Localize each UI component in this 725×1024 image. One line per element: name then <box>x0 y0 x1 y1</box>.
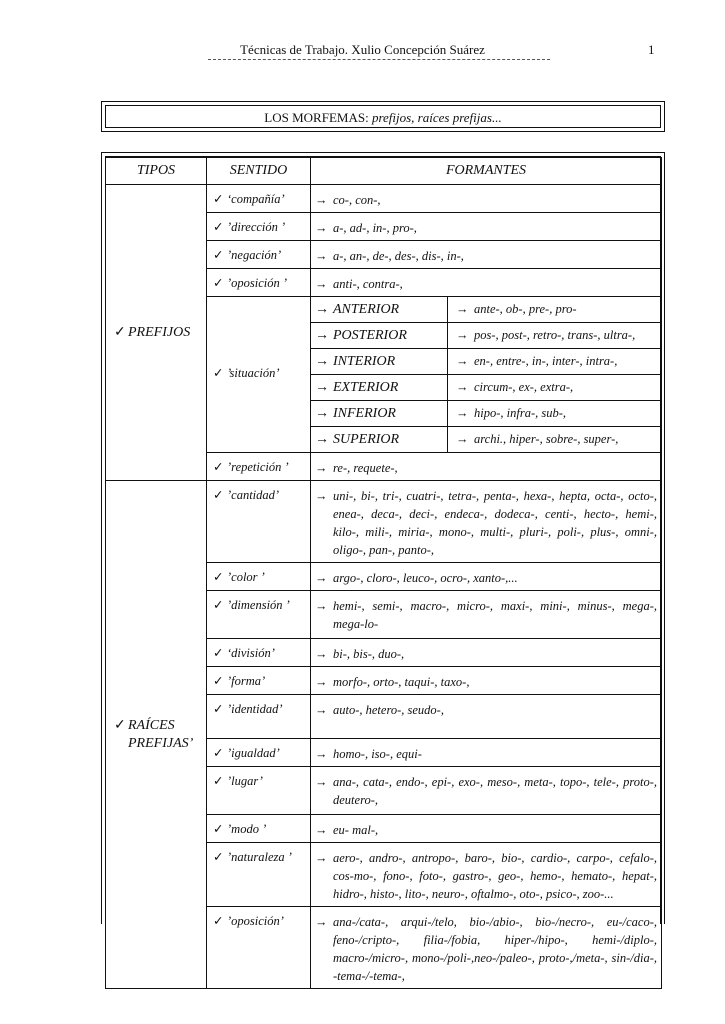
arrow-icon: → <box>456 432 469 446</box>
formantes-cell: ante-, ob-, pre-, pro- <box>474 302 577 316</box>
formantes-cell: ana-, cata-, endo-, epi-, exo-, meso-, meta-, topo-, tele-, proto-, deutero-, <box>333 775 658 807</box>
check-icon: ✓ <box>213 192 224 206</box>
arrow-icon: → <box>315 379 329 395</box>
arrow-icon: → <box>315 431 329 447</box>
position-label: EXTERIOR <box>333 379 399 395</box>
check-icon: ✓ <box>213 774 224 788</box>
check-icon: ✓ <box>114 717 126 733</box>
col-header-tipos: TIPOS <box>106 158 207 185</box>
arrow-icon: → <box>315 703 328 717</box>
tipo-prefijos: ✓ PREFIJOS <box>106 185 207 481</box>
formantes-cell: uni-, bi-, tri-, cuatri-, tetra-, penta-, hexa-, hepta, octa-, octo-, enea-, deca-, deci-, endeca-, dodeca-, centi-, hecto-, hemi-, kilo-, mili-, miria-, mono-, multi-, pluri-, poli-, plus-, omni-, oligo-, pan-, panto-, <box>333 489 658 557</box>
check-icon: ✓ <box>213 822 224 836</box>
arrow-icon: → <box>315 823 328 837</box>
sentido-cell: ’situación’ <box>227 366 280 380</box>
check-icon: ✓ <box>213 248 224 262</box>
formantes-cell: pos-, post-, retro-, trans-, ultra-, <box>474 328 636 342</box>
arrow-icon: → <box>315 221 328 235</box>
page-number: 1 <box>648 42 655 57</box>
arrow-icon: → <box>315 851 328 865</box>
check-icon: ✓ <box>213 366 224 380</box>
position-label: INFERIOR <box>333 405 396 421</box>
position-label: POSTERIOR <box>333 327 407 343</box>
arrow-icon: → <box>315 675 328 689</box>
running-header-title: Técnicas de Trabajo. Xulio Concepción Suárez <box>240 42 485 57</box>
col-header-formantes: FORMANTES <box>311 158 662 185</box>
header-rule <box>208 59 550 60</box>
check-icon: ✓ <box>114 325 126 340</box>
sentido-cell: ’color ’ <box>227 570 265 584</box>
check-icon: ✓ <box>213 460 224 474</box>
table-row <box>106 185 662 213</box>
arrow-icon: → <box>315 571 328 585</box>
sentido-cell: ’forma’ <box>227 674 266 688</box>
sentido-cell: ’oposición’ <box>227 914 284 928</box>
position-label: SUPERIOR <box>333 431 400 447</box>
sentido-cell: ’oposición ’ <box>227 276 288 290</box>
check-icon: ✓ <box>213 276 224 290</box>
formantes-cell: eu- mal-, <box>333 823 379 837</box>
formantes-cell: archi., hiper-, sobre-, super-, <box>474 432 619 446</box>
col-header-sentido: SENTIDO <box>207 158 311 185</box>
arrow-icon: → <box>315 489 328 503</box>
arrow-icon: → <box>315 353 329 369</box>
check-icon: ✓ <box>213 914 224 928</box>
arrow-icon: → <box>315 647 328 661</box>
arrow-icon: → <box>315 193 328 207</box>
formantes-cell: bi-, bis-, duo-, <box>333 647 405 661</box>
formantes-cell: a-, an-, de-, des-, dis-, in-, <box>333 249 464 263</box>
table-row <box>106 481 662 563</box>
arrow-icon: → <box>315 405 329 421</box>
formantes-cell: aero-, andro-, antropo-, baro-, bio-, cardio-, carpo-, cefalo-, cos-mo-, fono-, foto-, gastro-, geo-, hemo-, hemato-, hepat-, hidro-, histo-, lito-, neuro-, oftalmo-, oto-, psico-, zoo-... <box>333 851 658 901</box>
arrow-icon: → <box>315 775 328 789</box>
check-icon: ✓ <box>213 850 224 864</box>
sentido-cell: ’igualdad’ <box>227 746 280 760</box>
arrow-icon: → <box>315 461 328 475</box>
arrow-icon: → <box>315 301 329 317</box>
arrow-icon: → <box>456 354 469 368</box>
sentido-cell: ’dirección ’ <box>227 220 286 234</box>
title-box <box>101 101 665 132</box>
position-label: INTERIOR <box>333 353 396 369</box>
sentido-cell: ’dimensión ’ <box>227 598 290 612</box>
position-label: ANTERIOR <box>333 301 400 317</box>
header-row <box>106 158 662 185</box>
sentido-cell: ’naturaleza ’ <box>227 850 292 864</box>
formantes-cell: circum-, ex-, extra-, <box>474 380 574 394</box>
sentido-cell: ’modo ’ <box>227 822 267 836</box>
doc-title-sub: prefijos, raíces prefijas... <box>371 110 502 125</box>
check-icon: ✓ <box>213 746 224 760</box>
sentido-cell: ’identidad’ <box>227 702 283 716</box>
doc-title-main: LOS MORFEMAS: <box>264 110 369 125</box>
formantes-cell: hipo-, infra-, sub-, <box>474 406 567 420</box>
arrow-icon: → <box>456 302 469 316</box>
check-icon: ✓ <box>213 674 224 688</box>
sentido-cell: ‘compañía’ <box>227 192 285 206</box>
check-icon: ✓ <box>213 702 224 716</box>
formantes-cell: morfo-, orto-, taqui-, taxo-, <box>333 675 470 689</box>
formantes-cell: a-, ad-, in-, pro-, <box>333 221 417 235</box>
formantes-cell: en-, entre-, in-, inter-, intra-, <box>474 354 618 368</box>
check-icon: ✓ <box>213 646 224 660</box>
check-icon: ✓ <box>213 598 224 612</box>
arrow-icon: → <box>456 328 469 342</box>
sentido-cell: ’cantidad’ <box>227 488 280 502</box>
formantes-cell: ana-/cata-, arqui-/telo, bio-/abio-, bio-/necro-, eu-/caco-, feno-/cripto-, filia-/fobia, hiper-/hipo-, hemi-/diplo-, macro-/micro-, mono-/poli-,neo-/paleo-, proto-,/meta-, sin-/dia-, -tema-/-tema-, <box>333 915 658 983</box>
arrow-icon: → <box>315 327 329 343</box>
formantes-cell: re-, requete-, <box>333 461 398 475</box>
formantes-cell: anti-, contra-, <box>333 277 403 291</box>
formantes-cell: auto-, hetero-, seudo-, <box>333 703 444 717</box>
formantes-cell: hemi-, semi-, macro-, micro-, maxi-, mini-, minus-, mega-, mega-lo- <box>333 599 658 631</box>
arrow-icon: → <box>456 380 469 394</box>
tipo-raices: ✓ RAÍCES PREFIJAS’ <box>106 481 207 989</box>
arrow-icon: → <box>315 277 328 291</box>
arrow-icon: → <box>315 249 328 263</box>
check-icon: ✓ <box>213 488 224 502</box>
sentido-cell: ’negación’ <box>227 248 282 262</box>
arrow-icon: → <box>315 915 328 929</box>
arrow-icon: → <box>456 406 469 420</box>
sentido-cell: ’lugar’ <box>227 774 263 788</box>
formantes-cell: homo-, iso-, equi- <box>333 747 422 761</box>
formantes-cell: co-, con-, <box>333 193 381 207</box>
check-icon: ✓ <box>213 570 224 584</box>
morphemes-table <box>105 157 662 989</box>
formantes-cell: argo-, cloro-, leuco-, ocro-, xanto-,... <box>333 571 518 585</box>
arrow-icon: → <box>315 599 328 613</box>
sentido-cell: ‘división’ <box>227 646 275 660</box>
sentido-cell: ’repetición ’ <box>227 460 289 474</box>
arrow-icon: → <box>315 747 328 761</box>
check-icon: ✓ <box>213 220 224 234</box>
